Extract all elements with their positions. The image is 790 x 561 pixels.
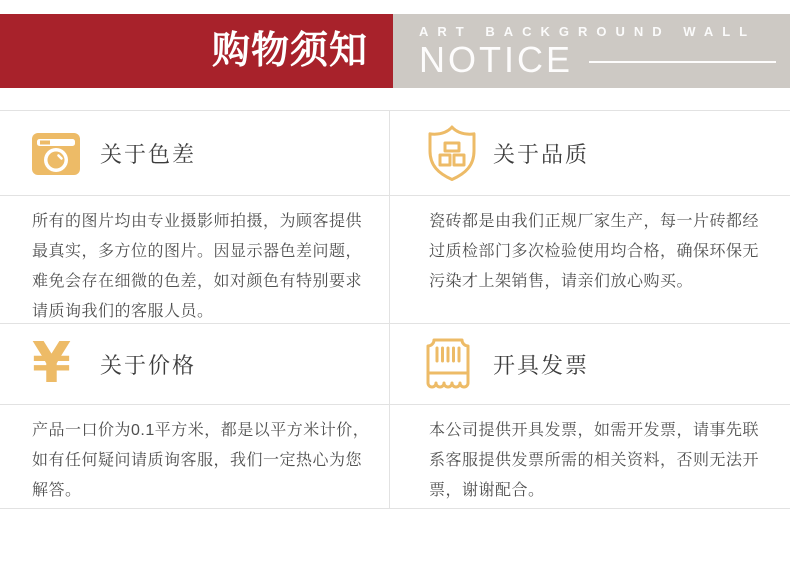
section-title-cell xyxy=(390,324,790,405)
section-body: 产品一口价为0.1平方米，都是以平方米计价，如有任何疑问请质询客服，我们一定热心为您解答。 xyxy=(32,422,370,499)
section-text-cell xyxy=(0,196,390,324)
banner-red-block xyxy=(0,14,393,88)
notice-row xyxy=(419,39,776,80)
section-title: 关于价格 xyxy=(100,352,197,378)
section-text-cell xyxy=(0,405,390,509)
page-title: 购物须知 xyxy=(211,30,368,72)
decorative-line xyxy=(589,61,776,63)
header-banner xyxy=(0,14,790,88)
section-body: 本公司提供开具发票，如需开发票，请事先联系客服提供发票所需的相关资料，否则无法开票，谢谢配合。 xyxy=(429,422,760,499)
notice-grid xyxy=(0,110,790,509)
receipt-icon xyxy=(425,337,479,391)
section-text-cell xyxy=(390,196,790,324)
camera-icon xyxy=(32,131,86,175)
section-title-cell xyxy=(0,324,390,405)
shield-icon xyxy=(425,124,479,182)
section-title-cell xyxy=(0,111,390,196)
section-text-cell xyxy=(390,405,790,509)
banner-gray-block xyxy=(393,14,790,88)
section-title-cell xyxy=(390,111,790,196)
banner-tagline: ART BACKGROUND WALL xyxy=(419,24,757,39)
yuan-icon: ¥ xyxy=(32,331,71,396)
section-body: 瓷砖都是由我们正规厂家生产，每一片砖都经过质检部门多次检验使用均合格，确保环保无污染才上架销售，请亲们放心购买。 xyxy=(429,213,760,290)
notice-label: NOTICE xyxy=(419,39,574,80)
section-body: 所有的图片均由专业摄影师拍摄，为顾客提供最真实，多方位的图片。因显示器色差问题，难免会存在细微的色差，如对颜色有特别要求请质询我们的客服人员。 xyxy=(32,213,363,320)
section-title: 关于色差 xyxy=(100,141,197,167)
section-title: 关于品质 xyxy=(493,141,590,167)
section-title: 开具发票 xyxy=(493,352,590,378)
